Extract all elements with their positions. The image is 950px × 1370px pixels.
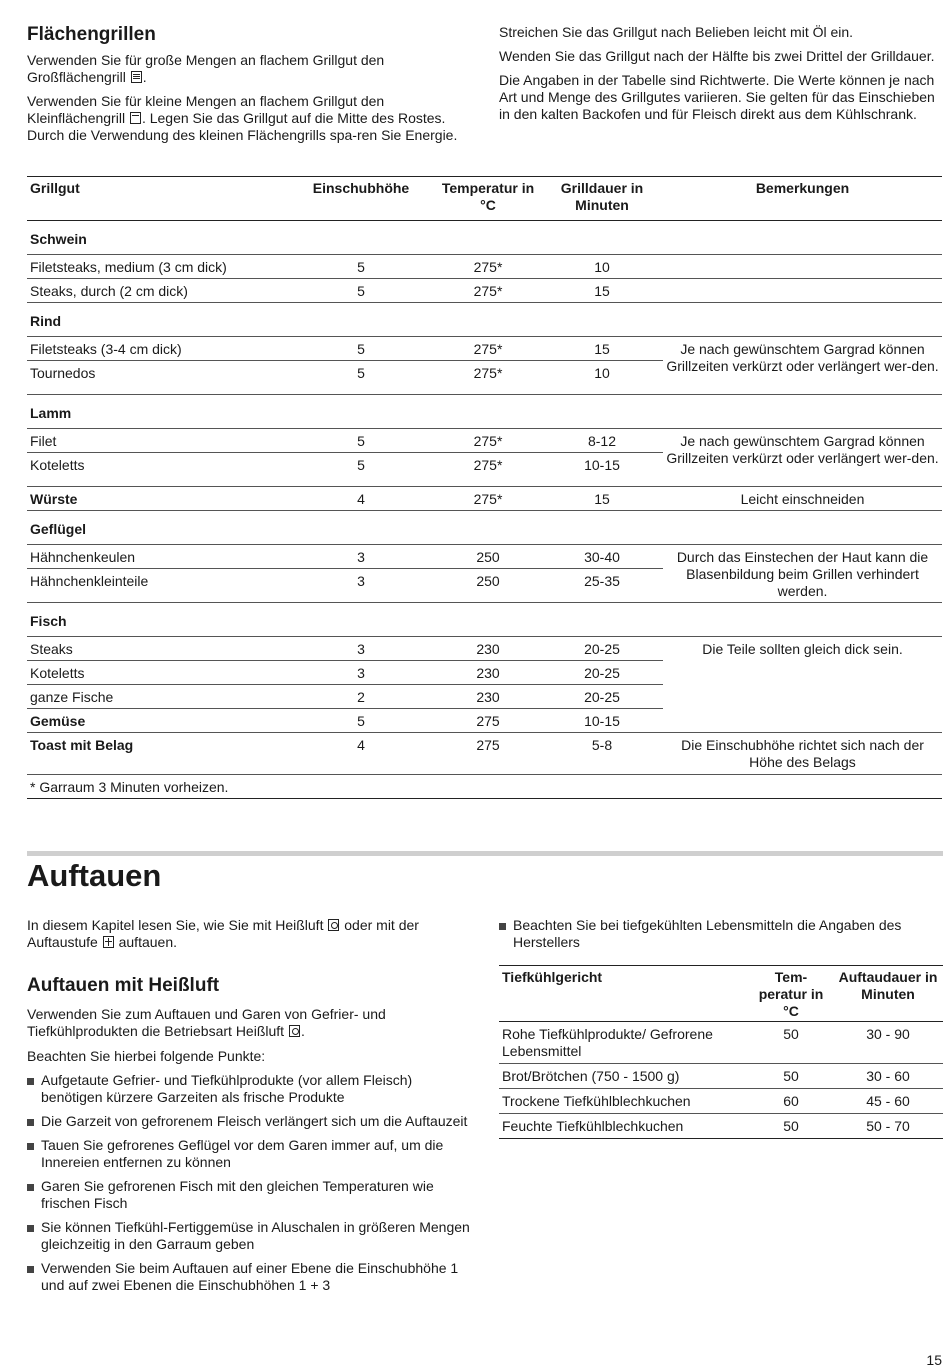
cell-duration: 50 - 70 bbox=[833, 1114, 943, 1139]
grill-large-icon bbox=[131, 71, 142, 83]
list-item: Sie können Tiefkühl-Fertiggemüse in Aluschalen in größeren Mengen gleichzeitig in den Garraum geben bbox=[27, 1219, 470, 1253]
grill-section-title: Flächengrillen bbox=[27, 24, 156, 45]
category-label: Fisch bbox=[27, 603, 942, 637]
table-row bbox=[27, 255, 942, 279]
thaw-table bbox=[499, 965, 943, 1139]
cell-remark: Je nach gewünschtem Gargrad können Grillzeiten verkürzt oder verlängert wer-den. bbox=[663, 429, 942, 487]
cell-item: Trockene Tiefkühlblechkuchen bbox=[499, 1089, 749, 1114]
table-row bbox=[27, 487, 942, 511]
grill-right-column bbox=[499, 24, 942, 123]
cell-item: Toast mit Belag bbox=[27, 733, 287, 775]
grill-p1-text: Verwenden Sie für große Mengen an flachem Grillgut den Großflächengrill bbox=[27, 52, 385, 85]
cell-temp: 275 bbox=[435, 733, 541, 775]
cell-duration: 20-25 bbox=[541, 637, 663, 661]
cell-item: Koteletts bbox=[27, 453, 287, 487]
cell-remark bbox=[663, 279, 942, 303]
hot-air-fan-icon bbox=[289, 1025, 300, 1037]
cell-duration: 20-25 bbox=[541, 661, 663, 685]
list-item: Die Garzeit von gefrorenem Fleisch verlängert sich um die Auftauzeit bbox=[27, 1113, 470, 1130]
cell-temp: 250 bbox=[435, 569, 541, 603]
table-row bbox=[499, 1064, 943, 1089]
header-temperatur: Temperatur in °C bbox=[435, 177, 541, 221]
cell-remark: Die Teile sollten gleich dick sein. bbox=[663, 637, 942, 733]
thaw-paragraph-2: Beachten Sie hierbei folgende Punkte: bbox=[27, 1048, 266, 1064]
list-item: Beachten Sie bei tiefgekühlten Lebensmitteln die Angaben des Herstellers bbox=[499, 917, 942, 951]
cell-temp: 230 bbox=[435, 637, 541, 661]
cell-duration: 45 - 60 bbox=[833, 1089, 943, 1114]
thaw-level-icon bbox=[103, 936, 114, 948]
cell-item: Filetsteaks, medium (3 cm dick) bbox=[27, 255, 287, 279]
thaw-p1-end: . bbox=[300, 1023, 305, 1039]
cell-level: 3 bbox=[287, 661, 435, 685]
cell-item: Filet bbox=[27, 429, 287, 453]
thaw-left-column bbox=[27, 917, 470, 1301]
cell-level: 4 bbox=[287, 733, 435, 775]
cell-duration: 30 - 60 bbox=[833, 1064, 943, 1089]
cell-item: Steaks, durch (2 cm dick) bbox=[27, 279, 287, 303]
table-row bbox=[27, 337, 942, 361]
cell-duration: 10-15 bbox=[541, 709, 663, 733]
header-bemerkungen: Bemerkungen bbox=[663, 177, 942, 221]
thaw-intro bbox=[27, 917, 470, 951]
list-item: Garen Sie gefrorenen Fisch mit den gleichen Temperaturen wie frischen Fisch bbox=[27, 1178, 470, 1212]
cell-duration: 8-12 bbox=[541, 429, 663, 453]
table-row bbox=[499, 1022, 943, 1064]
cell-item: Hähnchenkleinteile bbox=[27, 569, 287, 603]
cell-temp: 275* bbox=[435, 337, 541, 361]
cell-item: ganze Fische bbox=[27, 685, 287, 709]
table-row bbox=[27, 545, 942, 569]
table-row bbox=[27, 279, 942, 303]
cell-duration: 10 bbox=[541, 255, 663, 279]
thaw-table-header bbox=[499, 966, 943, 1022]
cell-level: 3 bbox=[287, 637, 435, 661]
list-item: Verwenden Sie beim Auftauen auf einer Ebene die Einschubhöhe 1 und auf zwei Ebenen die Einschubhöhen 1 + 3 bbox=[27, 1260, 470, 1294]
grill-table bbox=[27, 176, 942, 799]
cell-item: Rohe Tiefkühlprodukte/ Gefrorene Lebensmittel bbox=[499, 1022, 749, 1064]
grill-paragraph-3: Streichen Sie das Grillgut nach Belieben leicht mit Öl ein. bbox=[499, 24, 854, 40]
category-label: Lamm bbox=[27, 395, 942, 429]
cell-duration: 10-15 bbox=[541, 453, 663, 487]
cell-temp: 275 bbox=[435, 709, 541, 733]
cell-temp: 275* bbox=[435, 279, 541, 303]
thaw-right-column bbox=[499, 917, 942, 958]
cell-level: 5 bbox=[287, 337, 435, 361]
page-number: 15 bbox=[926, 1352, 942, 1368]
cell-duration: 10 bbox=[541, 361, 663, 395]
cell-item: Tournedos bbox=[27, 361, 287, 395]
cell-temp: 275* bbox=[435, 487, 541, 511]
category-label: Rind bbox=[27, 303, 942, 337]
table-footnote: * Garraum 3 Minuten vorheizen. bbox=[27, 775, 942, 799]
cell-remark bbox=[663, 255, 942, 279]
cell-level: 5 bbox=[287, 709, 435, 733]
header-auftaudauer: Auftaudauer in Minuten bbox=[833, 966, 943, 1022]
table-row bbox=[27, 733, 942, 775]
cell-remark: Leicht einschneiden bbox=[663, 487, 942, 511]
thaw-subsection-title: Auftauen mit Heißluft bbox=[27, 975, 220, 996]
cell-level: 5 bbox=[287, 429, 435, 453]
thaw-intro-c: auftauen. bbox=[118, 934, 177, 950]
grill-paragraph-2 bbox=[27, 93, 462, 144]
category-row bbox=[27, 603, 942, 637]
thaw-intro-a: In diesem Kapitel lesen Sie, wie Sie mit Heißluft bbox=[27, 917, 324, 933]
cell-temp: 275* bbox=[435, 361, 541, 395]
cell-item: Feuchte Tiefkühlblechkuchen bbox=[499, 1114, 749, 1139]
cell-level: 5 bbox=[287, 255, 435, 279]
cell-temp: 230 bbox=[435, 685, 541, 709]
header-temperatur: Tem-peratur in °C bbox=[749, 966, 833, 1022]
cell-duration: 15 bbox=[541, 337, 663, 361]
table-footnote-row bbox=[27, 775, 942, 799]
category-label: Geflügel bbox=[27, 511, 942, 545]
grill-p2-end: . Legen Sie das Grillgut auf die Mitte des Rostes. Durch die Verwendung des kleinen Flächengrills spa-ren Sie Energie. bbox=[27, 110, 458, 143]
list-item: Aufgetaute Gefrier- und Tiefkühlprodukte (vor allem Fleisch) benötigen kürzere Garzeiten als frische Produkte bbox=[27, 1072, 470, 1106]
cell-item: Brot/Brötchen (750 - 1500 g) bbox=[499, 1064, 749, 1089]
table-row bbox=[499, 1089, 943, 1114]
header-grilldauer: Grilldauer in Minuten bbox=[541, 177, 663, 221]
grill-left-column bbox=[27, 24, 462, 144]
cell-level: 2 bbox=[287, 685, 435, 709]
cell-item: Steaks bbox=[27, 637, 287, 661]
cell-temp: 60 bbox=[749, 1089, 833, 1114]
cell-remark: Die Einschubhöhe richtet sich nach der Höhe des Belags bbox=[663, 733, 942, 775]
cell-temp: 50 bbox=[749, 1022, 833, 1064]
category-row bbox=[27, 511, 942, 545]
grill-small-icon bbox=[130, 112, 141, 124]
category-row bbox=[27, 395, 942, 429]
grill-paragraph-4: Wenden Sie das Grillgut nach der Hälfte bis zwei Drittel der Grilldauer. bbox=[499, 48, 935, 64]
cell-temp: 50 bbox=[749, 1114, 833, 1139]
cell-remark: Je nach gewünschtem Gargrad können Grillzeiten verkürzt oder verlängert wer-den. bbox=[663, 337, 942, 395]
cell-duration: 25-35 bbox=[541, 569, 663, 603]
thaw-right-bullet-list bbox=[499, 917, 942, 951]
cell-temp: 275* bbox=[435, 255, 541, 279]
table-row bbox=[27, 429, 942, 453]
cell-level: 5 bbox=[287, 453, 435, 487]
cell-item: Gemüse bbox=[27, 709, 287, 733]
grill-p2-text: Verwenden Sie für kleine Mengen an flachem Grillgut den Kleinflächengrill bbox=[27, 93, 385, 126]
cell-remark: Durch das Einstechen der Haut kann die Blasenbildung beim Grillen verhindert werden. bbox=[663, 545, 942, 603]
cell-temp: 230 bbox=[435, 661, 541, 685]
grill-p1-end: . bbox=[142, 69, 147, 85]
cell-level: 5 bbox=[287, 361, 435, 395]
table-row bbox=[27, 637, 942, 661]
cell-duration: 15 bbox=[541, 279, 663, 303]
cell-temp: 275* bbox=[435, 429, 541, 453]
cell-temp: 50 bbox=[749, 1064, 833, 1089]
cell-item: Filetsteaks (3-4 cm dick) bbox=[27, 337, 287, 361]
thaw-p1-text: Verwenden Sie zum Auftauen und Garen von Gefrier- und Tiefkühlprodukten die Betriebsart Heißluft bbox=[27, 1006, 386, 1039]
list-item: Tauen Sie gefrorenes Geflügel vor dem Garen immer auf, um die Innereien entfernen zu können bbox=[27, 1137, 470, 1171]
cell-duration: 15 bbox=[541, 487, 663, 511]
cell-temp: 250 bbox=[435, 545, 541, 569]
cell-level: 3 bbox=[287, 569, 435, 603]
category-row bbox=[27, 303, 942, 337]
header-grillgut: Grillgut bbox=[27, 177, 287, 221]
thaw-paragraph-1 bbox=[27, 1006, 470, 1040]
cell-item: Würste bbox=[27, 487, 287, 511]
cell-level: 3 bbox=[287, 545, 435, 569]
thaw-bullet-list bbox=[27, 1072, 470, 1294]
cell-temp: 275* bbox=[435, 453, 541, 487]
header-tiefkuehlgericht: Tiefkühlgericht bbox=[499, 966, 749, 1022]
grill-paragraph-1 bbox=[27, 52, 462, 86]
cell-item: Hähnchenkeulen bbox=[27, 545, 287, 569]
cell-duration: 30 - 90 bbox=[833, 1022, 943, 1064]
category-row bbox=[27, 221, 942, 255]
cell-item: Koteletts bbox=[27, 661, 287, 685]
cell-duration: 30-40 bbox=[541, 545, 663, 569]
header-einschubhoehe: Einschubhöhe bbox=[287, 177, 435, 221]
grill-table-header bbox=[27, 177, 942, 221]
thaw-intro-b: oder mit der Auftaustufe bbox=[27, 917, 419, 950]
category-label: Schwein bbox=[27, 221, 942, 255]
cell-duration: 20-25 bbox=[541, 685, 663, 709]
table-row bbox=[499, 1114, 943, 1139]
cell-duration: 5-8 bbox=[541, 733, 663, 775]
grill-paragraph-5: Die Angaben in der Tabelle sind Richtwerte. Die Werte können je nach Art und Menge des Grillgutes variieren. Sie gelten für das Einschieben in den kalten Backofen und für Fleisch direkt aus dem Kühlschrank. bbox=[499, 72, 935, 122]
thaw-section-title: Auftauen bbox=[27, 858, 162, 893]
hot-air-fan-icon bbox=[328, 919, 339, 931]
section-divider bbox=[27, 851, 943, 856]
cell-level: 5 bbox=[287, 279, 435, 303]
cell-level: 4 bbox=[287, 487, 435, 511]
